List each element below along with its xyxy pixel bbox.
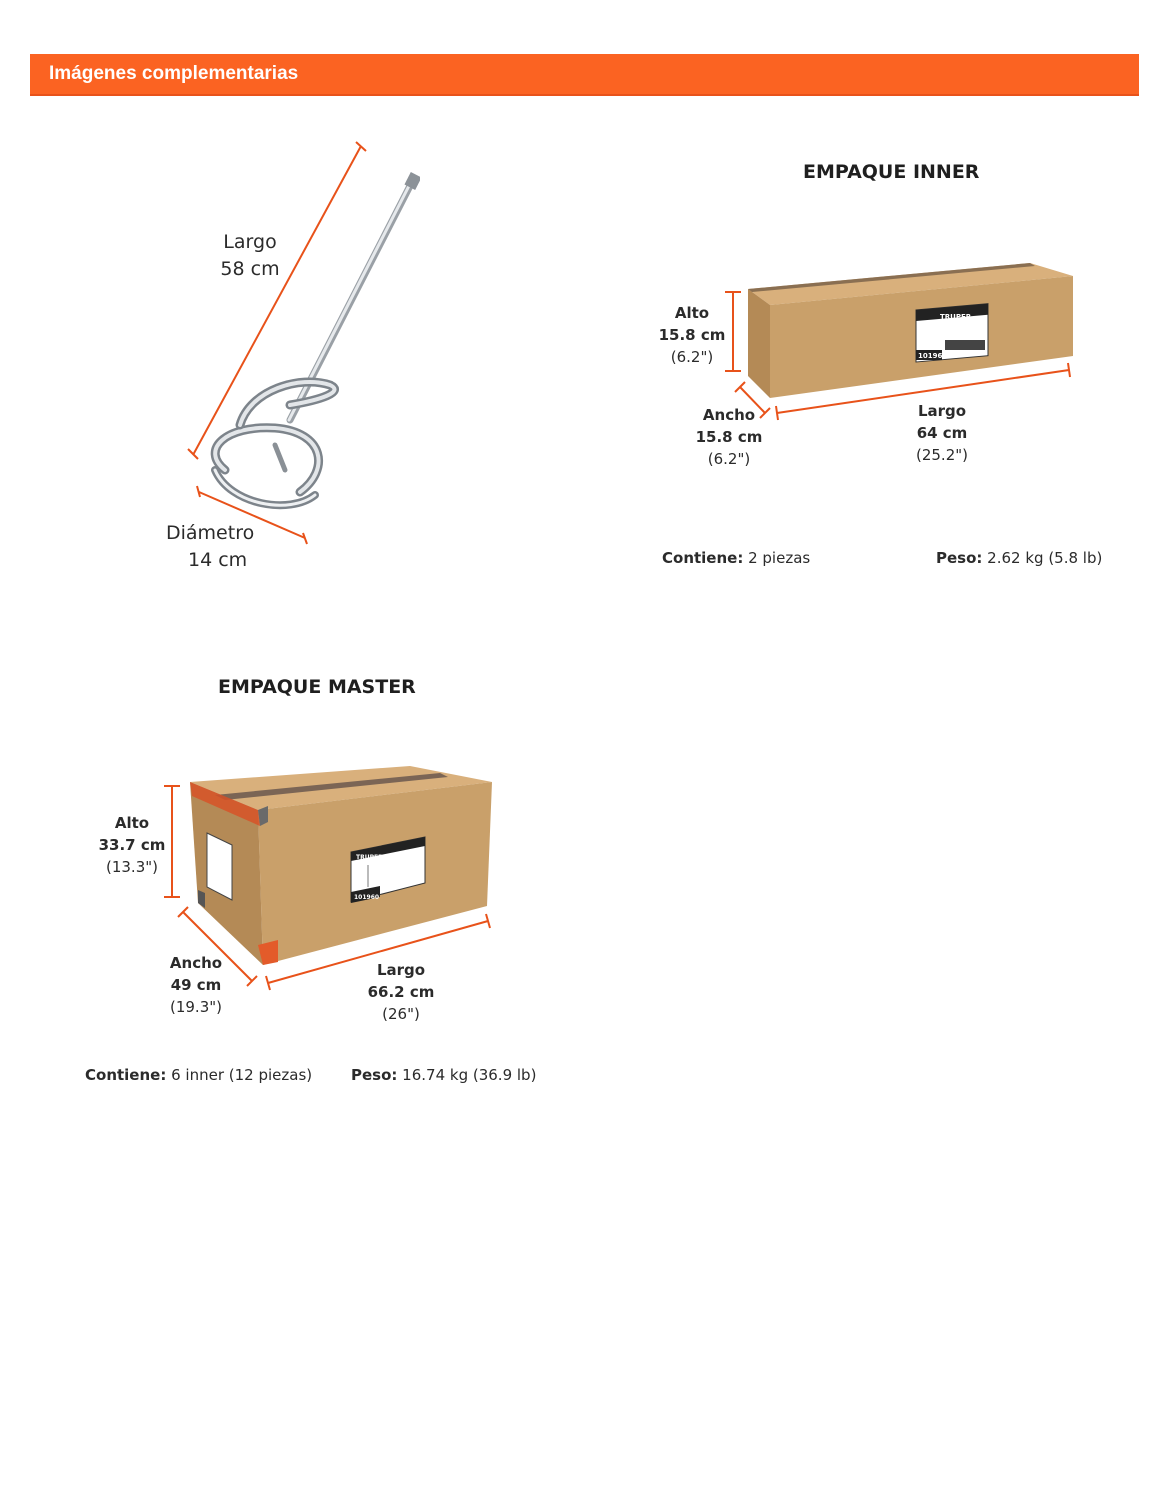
inner-ancho-label-text: Ancho (702, 406, 756, 424)
master-largo-cm: 66.2 cm (367, 983, 435, 1001)
length-value-text: 58 cm (220, 258, 280, 280)
diameter-label (166, 520, 258, 574)
inner-box-label (916, 304, 988, 362)
inner-peso (936, 549, 1102, 567)
inner-ancho-in: (6.2") (707, 450, 751, 468)
inner-largo-label-text: Largo (917, 402, 967, 420)
inner-largo-label (905, 400, 979, 466)
mixer-spiral (215, 382, 334, 505)
inner-box-brand: TRUPER (940, 313, 972, 321)
master-box-brand: TRUPER (356, 854, 383, 861)
master-ancho-in: (19.3") (169, 998, 222, 1016)
master-largo-in: (26") (382, 1005, 420, 1023)
master-alto-in: (13.3") (105, 858, 158, 876)
master-peso-value: 16.74 kg (36.9 lb) (397, 1066, 537, 1084)
inner-ancho-label (692, 404, 766, 470)
length-label (215, 229, 285, 283)
master-largo-label-text: Largo (376, 961, 426, 979)
inner-box-side (748, 289, 770, 398)
inner-peso-value: 2.62 kg (5.8 lb) (982, 549, 1103, 567)
master-alto-label (95, 812, 169, 878)
section-header-title: Imágenes complementarias (49, 63, 299, 84)
master-title: EMPAQUE MASTER (218, 676, 416, 698)
inner-largo-in: (25.2") (915, 446, 968, 464)
length-label-text: Largo (223, 231, 277, 253)
inner-box-code: 101960 (918, 352, 948, 360)
length-dimension-line (188, 142, 366, 459)
inner-alto-label-text: Alto (674, 304, 710, 322)
master-box-code: 101960 (354, 894, 380, 901)
mixer-paddle-image (160, 130, 420, 550)
master-contiene (85, 1066, 312, 1084)
inner-box-image (720, 255, 1080, 430)
diameter-value-text: 14 cm (188, 549, 248, 571)
inner-contiene-value: 2 piezas (743, 549, 811, 567)
inner-largo-cm: 64 cm (916, 424, 968, 442)
master-ancho-label (159, 952, 233, 1018)
master-largo-label (363, 959, 439, 1025)
master-ancho-cm: 49 cm (170, 976, 222, 994)
master-peso-label: Peso: (351, 1066, 398, 1084)
section-header (30, 54, 1139, 96)
master-contiene-label: Contiene: (85, 1066, 167, 1084)
inner-contiene-label: Contiene: (662, 549, 744, 567)
inner-title: EMPAQUE INNER (803, 161, 980, 183)
inner-alto-in: (6.2") (670, 348, 714, 366)
master-ancho-label-text: Ancho (169, 954, 223, 972)
inner-alto-cm: 15.8 cm (658, 326, 726, 344)
inner-contiene (662, 549, 810, 567)
inner-alto-label (655, 302, 729, 368)
master-alto-cm: 33.7 cm (98, 836, 166, 854)
inner-peso-label: Peso: (936, 549, 983, 567)
diameter-label-text: Diámetro (166, 522, 255, 544)
master-peso (351, 1066, 536, 1084)
inner-ancho-cm: 15.8 cm (695, 428, 763, 446)
master-alto-label-text: Alto (114, 814, 150, 832)
master-contiene-value: 6 inner (12 piezas) (166, 1066, 313, 1084)
